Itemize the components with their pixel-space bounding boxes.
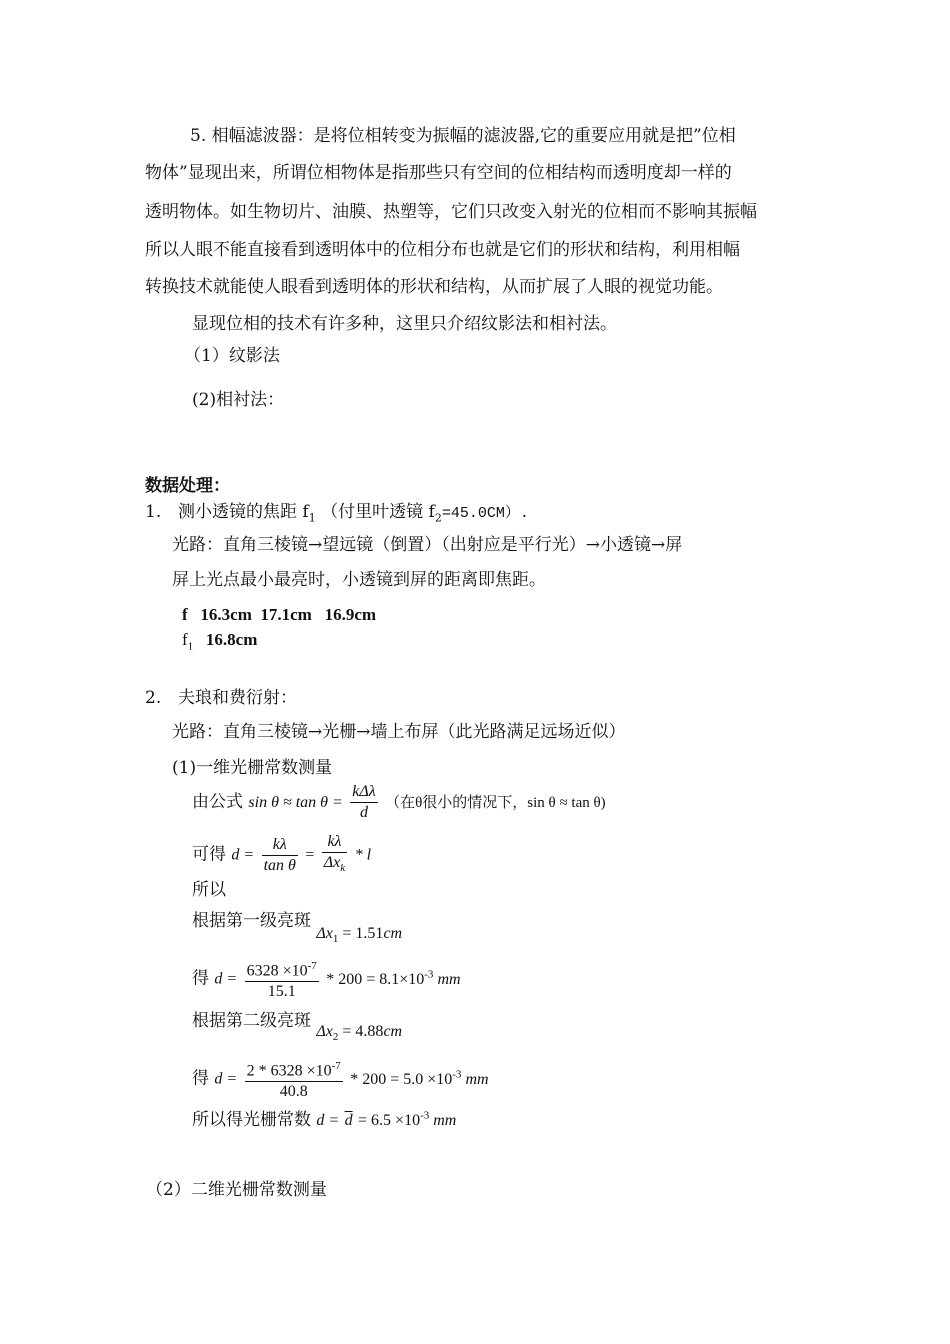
section5-line3: 透明物体。如生物切片、油膜、热塑等，它们只改变入射光的位相而不影响其振幅 — [145, 202, 757, 222]
part2-number: 2. — [145, 688, 162, 708]
final-grating-constant: 所以得光栅常数 $d = \overline{d} = 6.5 \times 10^{-3}$ mm — [192, 1109, 457, 1130]
section5-line4: 所以人眼不能直接看到透明体中的位相分布也就是它们的形状和结构，利用相幅 — [145, 240, 740, 260]
part2-light-path: 光路：直角三棱镜→光栅→墙上布屏（此光路满足远场近似） — [172, 722, 626, 742]
section5-line5: 转换技术就能使人眼看到透明体的形状和结构，从而扩展了人眼的视觉功能。 — [145, 277, 723, 297]
part1-number: 1. — [145, 502, 162, 522]
method-phase-contrast: (2)相衬法： — [192, 390, 285, 410]
method-schlieren: （1）纹影法 — [184, 346, 280, 366]
part1-note: 屏上光点最小最亮时，小透镜到屏的距离即焦距。 — [172, 570, 546, 590]
result-first-order: 得 d = $\frac{6328 \times 10^{-7}}{15.1}$ * $200 = 8.1\times 10^{-3}$ mm — [192, 956, 461, 1002]
section5-line2: 物体”显现出来，所谓位相物体是指那些只有空间的位相结构而透明度却一样的 — [145, 163, 732, 183]
f-measurements: f 16.3cm 17.1cm 16.9cm — [182, 605, 377, 624]
part2-title: 夫琅和费衍射： — [178, 688, 297, 708]
section5-line6: 显现位相的技术有许多种，这里只介绍纹影法和相衬法。 — [192, 314, 617, 334]
section5-line1: 5. 相幅滤波器：是将位相转变为振幅的滤波器,它的重要应用就是把”位相 — [190, 126, 736, 146]
part1-light-path: 光路：直角三棱镜→望远镜（倒置）（出射应是平行光）→小透镜→屏 — [172, 535, 683, 555]
f1-result: $f_1$ 16.8cm — [182, 630, 258, 653]
so-label: 所以 — [192, 880, 226, 900]
data-heading: 数据处理： — [145, 476, 230, 496]
formula-diffraction: 由公式 sin θ ≈ tan θ = $\frac{\text{kΔλ}}{d}$ （在θ很小的情况下，sin θ ≈ tan θ) — [192, 783, 606, 821]
second-order-spot: 根据第二级亮斑 $\Delta x_2 = 4.88cm$ — [192, 1011, 403, 1044]
result-second-order: 得 d = $\frac{2 * 6328 \times 10^{-7}}{40.8}$ * $200 = 5.0 \times 10^{-3}$ mm — [192, 1056, 489, 1102]
part2-subheading-1d: (1)一维光栅常数测量 — [172, 758, 333, 778]
formula-derive-d: 可得 d = $\frac{k\lambda}{\text{tan θ}}$ = $\frac{k\lambda}{\Delta x_k}$ * l — [192, 833, 372, 875]
part2-subheading-2d: （2）二维光栅常数测量 — [146, 1180, 327, 1200]
part1-title: 测小透镜的焦距 $f_1$ （付里叶透镜 $f_2=45.0CM$）. — [178, 502, 529, 525]
first-order-spot: 根据第一级亮斑 $\Delta x_1 = 1.51cm$ — [192, 911, 403, 946]
